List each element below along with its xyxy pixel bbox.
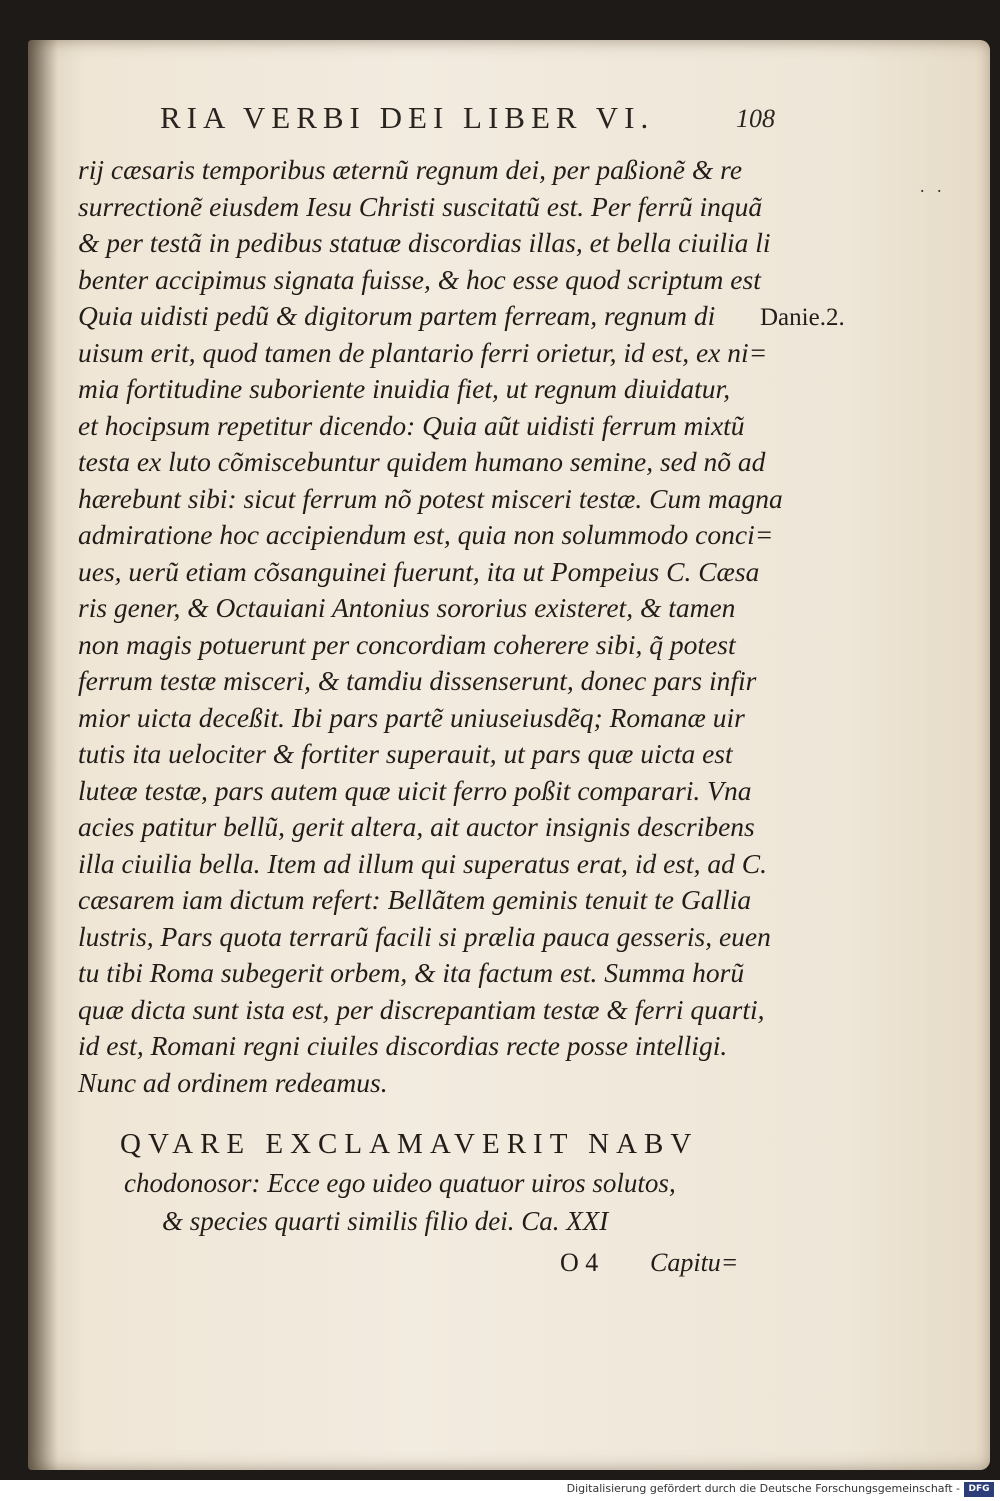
chapter-heading: QVARE EXCLAMAVERIT NABV <box>120 1128 699 1160</box>
text-line: et hocipsum repetitur dicendo: Quia aũt uidisti ferrum mixtũ <box>78 409 745 441</box>
margin-marks: . . <box>920 176 946 196</box>
text-line: acies patitur bellũ, gerit altera, ait auctor insignis describens <box>78 811 755 842</box>
text-line: & per testã in pedibus statuæ discordias illas, et bella ciuilia li <box>78 227 771 258</box>
text-line: id est, Romani regni ciuiles discordias recte posse intelligi. <box>78 1030 728 1061</box>
text-line: lustris, Pars quota terrarũ facili si prælia pauca gesseris, euen <box>78 920 771 952</box>
text-line: mia fortitudine suboriente inuidia fiet, ut regnum diuidatur, <box>78 373 731 404</box>
text-line: admiratione hoc accipiendum est, quia non solummodo conci= <box>78 519 774 550</box>
text-line: illa ciuilia bella. Item ad illum qui superatus erat, id est, ad C. <box>78 847 767 879</box>
text-line: testa ex luto cõmiscebuntur quidem humano semine, sed nõ ad <box>78 446 766 477</box>
chapter-heading-line-2: & species quarti similis filio dei. Ca. XXI <box>162 1206 609 1236</box>
text-line: quæ dicta sunt ista est, per discrepantiam testæ & ferri quarti, <box>78 993 765 1025</box>
text-line: ues, uerũ etiam cõsanguinei fuerunt, ita ut Pompeius C. Cæsa <box>78 555 760 587</box>
text-line: surrectionẽ eiusdem Iesu Christi suscitatũ est. Per ferrũ inquã <box>78 190 763 222</box>
text-line: mior uicta deceßit. Ibi pars partẽ uniuseiusdẽq; Romanæ uir <box>78 701 745 733</box>
running-title: RIA VERBI DEI LIBER VI. <box>160 100 655 135</box>
catchword: Capitu= <box>650 1248 739 1277</box>
funding-credit: Digitalisierung gefördert durch die Deutsche Forschungsgemeinschaft - <box>566 1482 960 1495</box>
body-text <box>78 152 783 1101</box>
text-line: Quia uidisti pedũ & digitorum partem ferream, regnum di <box>78 300 716 331</box>
text-line: tu tibi Roma subegerit orbem, & ita factum est. Summa horũ <box>78 957 745 988</box>
marginal-note: Danie.2. <box>760 304 845 331</box>
binding-gutter <box>28 40 58 1470</box>
text-line: tutis ita uelociter & fortiter superauit, ut pars quæ uicta est <box>78 738 733 769</box>
text-line: ris gener, & Octauiani Antonius sororius existeret, & tamen <box>78 592 736 623</box>
signature-mark: O 4 <box>560 1248 599 1277</box>
text-line: Nunc ad ordinem redeamus. <box>78 1066 388 1098</box>
chapter-heading-line-1: chodonosor: Ecce ego uideo quatuor uiros solutos, <box>124 1168 676 1198</box>
text-line: uisum erit, quod tamen de plantario ferri orietur, id est, ex ni= <box>78 336 768 368</box>
text-line: ferrum testæ misceri, & tamdiu dissenserunt, donec pars infir <box>78 665 757 696</box>
text-line: benter accipimus signata fuisse, & hoc esse quod scriptum est <box>78 263 761 295</box>
text-line: luteæ testæ, pars autem quæ uicit ferro poßit comparari. Vna <box>78 774 752 806</box>
folio-number: 108 <box>736 104 775 133</box>
dfg-logo-icon: DFG <box>964 1482 994 1497</box>
text-line: non magis potuerunt per concordiam coherere sibi, q̃ potest <box>78 628 736 660</box>
text-line: hærebunt sibi: sicut ferrum nõ potest misceri testæ. Cum magna <box>78 482 783 514</box>
text-line: rij cæsaris temporibus æternũ regnum dei, per paßionẽ & re <box>78 154 743 185</box>
text-line: cæsarem iam dictum refert: Bellãtem geminis tenuit te Gallia <box>78 884 752 915</box>
